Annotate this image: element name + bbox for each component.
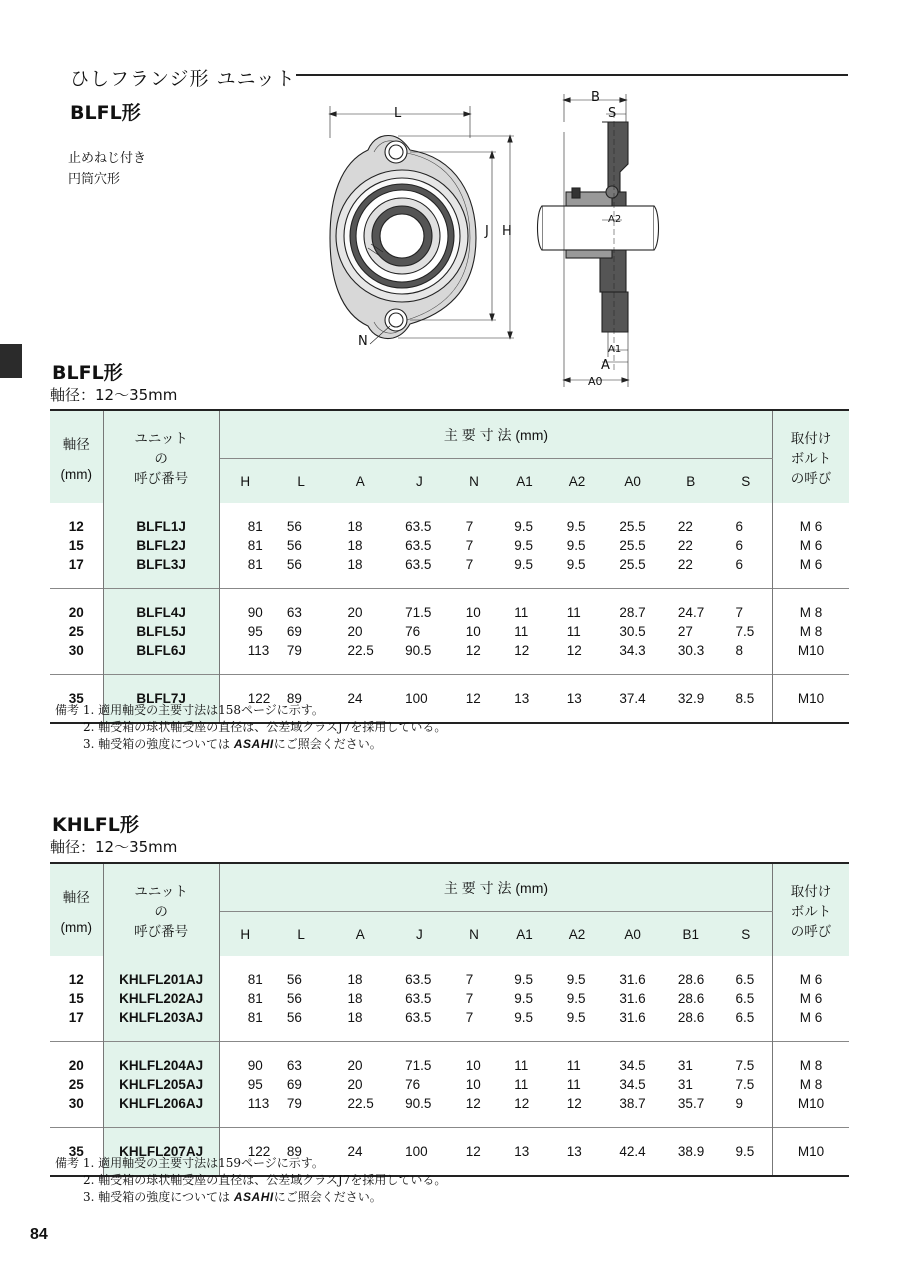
dimension-value: 79 [286, 1096, 302, 1111]
dimension-value: 122 [219, 1128, 271, 1177]
dimension-value: 30.3 [677, 643, 705, 658]
column-header: H [219, 912, 271, 957]
table-row [50, 641, 849, 675]
column-header: A1 [498, 459, 551, 504]
shaft-diameter: 12 [68, 972, 84, 987]
bolt-size: M 8 [773, 622, 849, 641]
bolt-size: M10 [773, 641, 849, 675]
table2-title: KHLFL形 [52, 814, 139, 836]
dimension-value: 12 [450, 1128, 499, 1177]
unit-number: KHLFL203AJ [103, 1008, 219, 1042]
column-header: L [271, 912, 332, 957]
dimension-value: 63.5 [405, 1010, 432, 1025]
dimension-value: 28.7 [603, 589, 662, 623]
dimension-value: 13 [498, 1128, 551, 1177]
note-3: 3. 軸受箱の強度については ASAHIにご照会ください。 [83, 737, 382, 751]
dimension-value: 28.6 [677, 1010, 705, 1025]
unit-number: BLFL3J [103, 555, 219, 589]
dimension-value: 89 [271, 1128, 332, 1177]
dimension-value: 8 [735, 643, 744, 658]
bolt-size: M 6 [773, 536, 849, 555]
page-title: ひしフランジ形 ユニット [70, 68, 296, 90]
shaft-diameter: 35 [50, 675, 103, 724]
column-header: A0 [603, 459, 662, 504]
dimension-value: 27 [677, 624, 693, 639]
table2-notes [55, 1155, 446, 1206]
dimension-value: 34.5 [619, 1077, 646, 1092]
unit-number: KHLFL204AJ [103, 1042, 219, 1076]
label-A1: A1 [608, 344, 622, 355]
dimension-value: 31.6 [619, 991, 646, 1006]
dimension-value: 63.5 [405, 519, 432, 534]
dimension-value: 95 [247, 1077, 263, 1092]
asahi-brand: ASAHI [233, 737, 274, 751]
dimension-value: 9.5 [514, 519, 533, 534]
dimension-value: 6 [735, 519, 744, 534]
dimension-value: 63.5 [405, 557, 432, 572]
dimension-value: 9.5 [514, 991, 533, 1006]
shaft-diameter: 15 [68, 991, 84, 1006]
dimension-value: 9.5 [720, 1128, 773, 1177]
dimension-value: 20 [347, 624, 363, 639]
unit-number: KHLFL202AJ [103, 989, 219, 1008]
dimension-value: 13 [551, 675, 604, 724]
dimension-value: 79 [286, 643, 302, 658]
unit-number: KHLFL207AJ [103, 1128, 219, 1177]
dimension-value: 7.5 [735, 624, 755, 639]
dimension-value: 11 [566, 1077, 581, 1092]
label-S: S [608, 106, 617, 121]
table1-notes [55, 702, 446, 753]
header-shaft: 軸径 (mm) [50, 863, 103, 956]
dimension-value: 42.4 [603, 1128, 662, 1177]
label-J: J [485, 224, 489, 239]
dimension-value: 56 [286, 538, 302, 553]
section-tab [0, 344, 22, 378]
dimension-value: 25.5 [619, 538, 646, 553]
dimension-value: 32.9 [662, 675, 720, 724]
dimension-value: 9.5 [566, 519, 586, 534]
dimension-value: 113 [247, 643, 270, 658]
shaft-diameter: 15 [68, 538, 84, 553]
unit-number: BLFL2J [103, 536, 219, 555]
dimension-value: 7 [465, 1010, 474, 1025]
dimension-value: 12 [566, 1096, 582, 1111]
dimension-value: 31 [662, 1042, 720, 1076]
dimension-value: 6.5 [735, 972, 755, 987]
dimension-value: 90.5 [405, 1096, 432, 1111]
dimension-value: 38.7 [619, 1096, 646, 1111]
table-row [50, 989, 849, 1008]
dimension-value: 63 [271, 1042, 332, 1076]
header-shaft: 軸径 (mm) [50, 410, 103, 503]
dimension-value: 6 [735, 557, 744, 572]
notes-label: 備考 [55, 1156, 80, 1170]
column-header: N [450, 459, 499, 504]
dimension-value: 89 [271, 675, 332, 724]
shaft-diameter: 25 [68, 1077, 84, 1092]
dimension-value: 100 [389, 1128, 450, 1177]
unit-number: KHLFL206AJ [103, 1094, 219, 1128]
dimension-value: 8.5 [720, 675, 773, 724]
dimension-value: 69 [286, 624, 302, 639]
shaft-diameter: 17 [68, 557, 84, 572]
dimension-value: 25.5 [619, 557, 646, 572]
column-header: H [219, 459, 271, 504]
dimension-value: 12 [566, 643, 582, 658]
dimension-value: 11 [498, 1042, 551, 1076]
dimension-value: 9.5 [514, 972, 533, 987]
dimension-value: 76 [405, 624, 421, 639]
notes-label: 備考 [55, 703, 80, 717]
label-H: H [502, 224, 512, 239]
shaft-diameter: 17 [68, 1010, 84, 1025]
dimension-value: 22 [677, 557, 693, 572]
dimension-value: 37.4 [603, 675, 662, 724]
bolt-size: M 6 [773, 1008, 849, 1042]
dimension-value: 81 [247, 972, 263, 987]
table2 [50, 862, 849, 1177]
column-header: B [662, 459, 720, 504]
dimension-value: 7.5 [735, 1077, 755, 1092]
dimension-value: 81 [247, 991, 263, 1006]
table-row [50, 1008, 849, 1042]
column-header: N [450, 912, 499, 957]
dimension-value: 11 [551, 589, 604, 623]
dimension-value: 20 [331, 1042, 389, 1076]
dimension-value: 12 [450, 675, 499, 724]
label-A0: A0 [588, 375, 603, 388]
dimension-value: 34.5 [603, 1042, 662, 1076]
dimension-value: 71.5 [389, 1042, 450, 1076]
dimension-value: 7 [465, 991, 474, 1006]
dimension-value: 12 [465, 1096, 481, 1111]
bolt-size: M 6 [773, 555, 849, 589]
dimension-value: 90 [219, 1042, 271, 1076]
dimension-value: 22 [677, 519, 693, 534]
dimension-value: 81 [247, 1010, 263, 1025]
dimension-value: 95 [247, 624, 263, 639]
shaft-diameter: 20 [50, 589, 103, 623]
unit-number: BLFL7J [103, 675, 219, 724]
dimension-value: 11 [514, 624, 529, 639]
model-title: BLFL形 [70, 102, 141, 124]
dimension-value: 12 [514, 1096, 530, 1111]
asahi-brand: ASAHI [233, 1190, 274, 1204]
dimension-value: 10 [465, 624, 481, 639]
dimension-value: 7.5 [720, 1042, 773, 1076]
bolt-size: M 8 [773, 589, 849, 623]
bolt-size: M 8 [773, 1042, 849, 1076]
dimension-value: 69 [286, 1077, 302, 1092]
dimension-value: 81 [247, 538, 263, 553]
dimension-value: 11 [514, 1077, 529, 1092]
dimension-value: 9.5 [514, 538, 533, 553]
dimension-value: 30.5 [619, 624, 646, 639]
header-bolt: 取付け ボルト の呼び [773, 410, 849, 503]
dimension-value: 22.5 [347, 643, 374, 658]
bolt-size: M 6 [773, 956, 849, 989]
dimension-value: 9.5 [514, 1010, 533, 1025]
dimension-value: 11 [551, 1042, 604, 1076]
header-main-dims: 主 要 寸 法 (mm) [219, 410, 772, 459]
page-number: 84 [30, 1226, 48, 1243]
header-unit: ユニット の 呼び番号 [103, 863, 219, 956]
bolt-size: M 6 [773, 989, 849, 1008]
column-header: A [331, 459, 389, 504]
dimension-value: 9.5 [566, 1010, 586, 1025]
dimension-value: 9.5 [566, 538, 586, 553]
dimension-value: 22 [677, 538, 693, 553]
note-2: 2. 軸受箱の球状軸受座の直径は、公差域クラスJ7を採用している。 [83, 720, 447, 734]
dimension-value: 9.5 [514, 557, 533, 572]
dimension-value: 12 [465, 643, 481, 658]
dimension-value: 100 [389, 675, 450, 724]
dimension-value: 9.5 [566, 557, 586, 572]
table-row [50, 503, 849, 536]
header-bolt: 取付け ボルト の呼び [773, 863, 849, 956]
column-header: A1 [498, 912, 551, 957]
dimension-value: 31.6 [619, 1010, 646, 1025]
dimension-value: 35.7 [677, 1096, 705, 1111]
side-view-drawing [536, 92, 660, 392]
shaft-diameter: 25 [68, 624, 84, 639]
table1-title: BLFL形 [52, 362, 123, 384]
dimension-value: 63.5 [405, 972, 432, 987]
dimension-value: 24 [331, 1128, 389, 1177]
dimension-value: 63.5 [405, 991, 432, 1006]
column-header: S [720, 912, 773, 957]
column-header: A [331, 912, 389, 957]
dimension-value: 31 [677, 1077, 693, 1092]
dimension-value: 13 [498, 675, 551, 724]
dimension-value: 9.5 [566, 972, 586, 987]
table-row [50, 956, 849, 989]
unit-number: BLFL1J [103, 503, 219, 536]
unit-number: KHLFL205AJ [103, 1075, 219, 1094]
label-A2: A2 [608, 214, 622, 225]
dimension-value: 10 [465, 1077, 481, 1092]
dimension-value: 7 [465, 538, 474, 553]
dimension-value: 25.5 [619, 519, 646, 534]
dimension-value: 90 [219, 589, 271, 623]
dimension-value: 18 [347, 972, 363, 987]
title-rule [296, 74, 848, 76]
bolt-size: M10 [773, 1094, 849, 1128]
column-header: A2 [551, 912, 604, 957]
dimension-value: 7 [720, 589, 773, 623]
dimension-value: 22.5 [347, 1096, 374, 1111]
dimension-value: 34.3 [619, 643, 646, 658]
dimension-value: 31.6 [619, 972, 646, 987]
label-L: L [394, 106, 402, 121]
table-row [50, 1042, 849, 1076]
column-header: L [271, 459, 332, 504]
dimension-value: 6.5 [735, 991, 755, 1006]
dimension-value: 56 [286, 519, 302, 534]
note-3: 3. 軸受箱の強度については ASAHIにご照会ください。 [83, 1190, 382, 1204]
bolt-size: M10 [773, 675, 849, 724]
dimension-value: 20 [331, 589, 389, 623]
shaft-diameter: 30 [68, 643, 84, 658]
shaft-diameter: 35 [50, 1128, 103, 1177]
table-row [50, 1094, 849, 1128]
table-row [50, 589, 849, 623]
column-header: A2 [551, 459, 604, 504]
dimension-value: 11 [498, 589, 551, 623]
dimension-value: 71.5 [389, 589, 450, 623]
dimension-value: 24.7 [662, 589, 720, 623]
dimension-value: 18 [347, 557, 363, 572]
unit-number: BLFL5J [103, 622, 219, 641]
dimension-value: 90.5 [405, 643, 432, 658]
dimension-value: 11 [566, 624, 581, 639]
feature-setscrew: 止めねじ付き [68, 151, 147, 166]
label-A: A [601, 358, 610, 373]
bolt-size: M 6 [773, 503, 849, 536]
dimension-value: 81 [247, 519, 263, 534]
dimension-value: 63 [271, 589, 332, 623]
table1-range: 軸径：12〜35mm [50, 386, 178, 404]
table-row [50, 555, 849, 589]
dimension-value: 76 [405, 1077, 421, 1092]
table1 [50, 409, 849, 724]
column-header: B1 [662, 912, 720, 957]
unit-number: KHLFL201AJ [103, 956, 219, 989]
dimension-value: 7 [465, 519, 474, 534]
note-2: 2. 軸受箱の球状軸受座の直径は、公差域クラスJ7を採用している。 [83, 1173, 447, 1187]
dimension-value: 56 [286, 991, 302, 1006]
shaft-diameter: 12 [68, 519, 84, 534]
dimension-value: 18 [347, 1010, 363, 1025]
dimension-value: 6.5 [735, 1010, 755, 1025]
table2-range: 軸径：12〜35mm [50, 838, 178, 856]
dimension-value: 28.6 [677, 991, 705, 1006]
dimension-value: 18 [347, 991, 363, 1006]
label-N: N [358, 334, 368, 349]
dimension-value: 10 [450, 1042, 499, 1076]
shaft-diameter: 30 [68, 1096, 84, 1111]
note-1: 1. 適用軸受の主要寸法は159ページに示す。 [82, 1156, 324, 1170]
unit-number: BLFL6J [103, 641, 219, 675]
feature-cylindrical-bore: 円筒穴形 [68, 172, 121, 187]
unit-number: BLFL4J [103, 589, 219, 623]
dimension-value: 6 [735, 538, 744, 553]
dimension-value: 122 [219, 675, 271, 724]
column-header: J [389, 912, 450, 957]
dimension-value: 28.6 [677, 972, 705, 987]
dimension-value: 10 [450, 589, 499, 623]
dimension-value: 63.5 [405, 538, 432, 553]
dimension-value: 38.9 [662, 1128, 720, 1177]
dimension-value: 9 [735, 1096, 744, 1111]
dimension-value: 56 [286, 557, 302, 572]
dimension-value: 18 [347, 519, 363, 534]
header-main-dims: 主 要 寸 法 (mm) [219, 863, 772, 912]
bolt-size: M10 [773, 1128, 849, 1177]
dimension-value: 18 [347, 538, 363, 553]
bolt-size: M 8 [773, 1075, 849, 1094]
table-row [50, 536, 849, 555]
dimension-value: 20 [347, 1077, 363, 1092]
dimension-value: 81 [247, 557, 263, 572]
note-1: 1. 適用軸受の主要寸法は158ページに示す。 [82, 703, 324, 717]
dimension-value: 56 [286, 1010, 302, 1025]
header-unit: ユニット の 呼び番号 [103, 410, 219, 503]
shaft-diameter: 20 [50, 1042, 103, 1076]
column-header: S [720, 459, 773, 504]
front-view-drawing [318, 98, 528, 353]
column-header: J [389, 459, 450, 504]
dimension-value: 113 [247, 1096, 270, 1111]
table-row [50, 622, 849, 641]
label-B: B [591, 90, 600, 105]
dimension-value: 24 [331, 675, 389, 724]
dimension-value: 56 [286, 972, 302, 987]
dimension-value: 12 [514, 643, 530, 658]
dimension-value: 9.5 [566, 991, 586, 1006]
dimension-value: 13 [551, 1128, 604, 1177]
column-header: A0 [603, 912, 662, 957]
dimension-value: 7 [465, 972, 474, 987]
table-row [50, 1075, 849, 1094]
dimension-value: 7 [465, 557, 474, 572]
